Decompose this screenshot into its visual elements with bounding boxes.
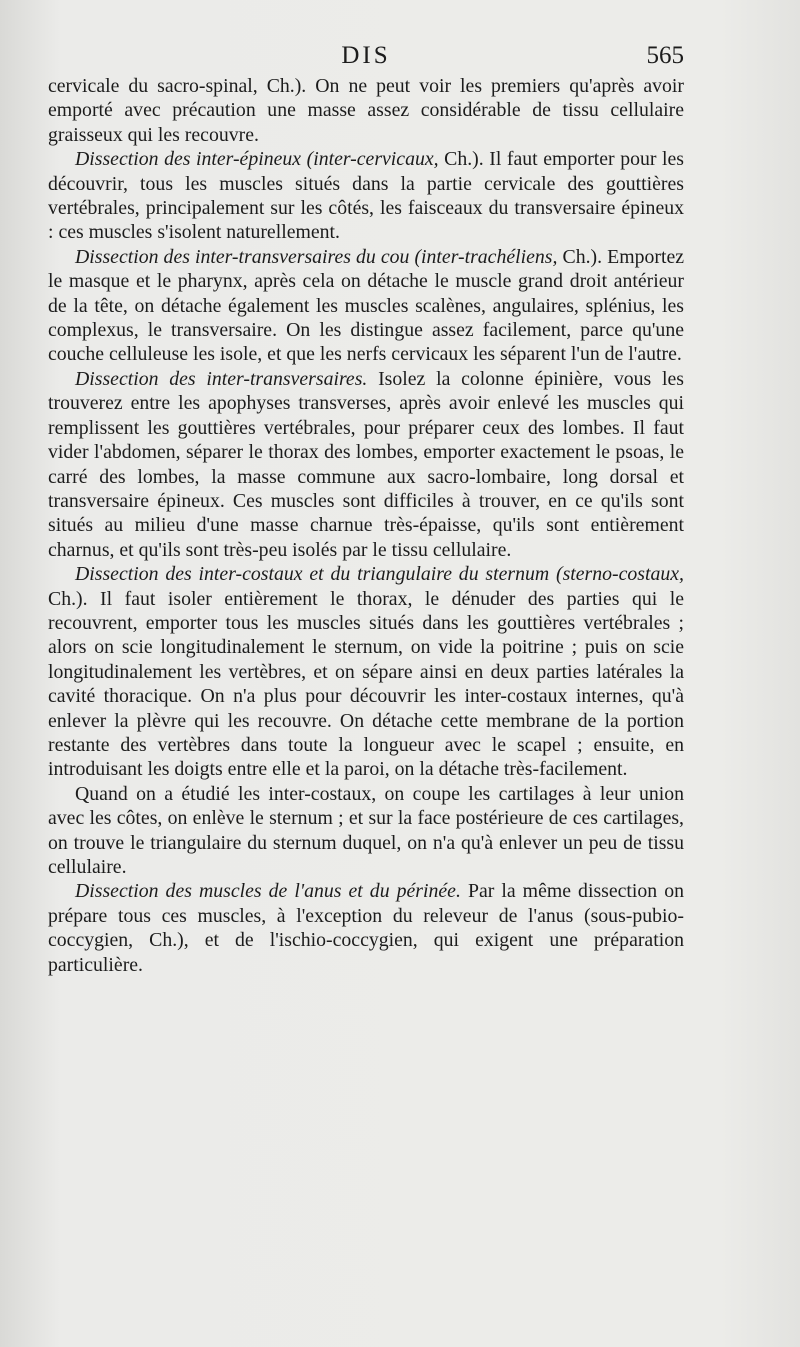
- paragraph: [48, 879, 684, 977]
- paragraph: [48, 782, 684, 880]
- section-lead: Dissection des muscles de l'anus et du périnée.: [75, 880, 461, 903]
- section-lead: Dissection des inter-transversaires.: [75, 367, 368, 390]
- page-header: [48, 38, 684, 74]
- paragraph-text: Ch.). Il faut emporter pour les découvrir, tous les muscles situés dans la partie cervicale des gouttières vertébrales, principalement sur les côtés, les faisceaux du transversaire épineux : ces muscles s'isolent naturellement.: [48, 148, 685, 244]
- body-text: [48, 74, 684, 977]
- paragraph-text: Ch.). Il faut isoler entièrement le thorax, le dénuder des parties qui le recouvrent, emporter tous les muscles situés dans les gouttières vertébrales ; alors on scie longitudinalement le sternum, on vide la poitrine ; puis on scie longitudinalement les vertèbres, et on sépare ainsi en deux parties latérales la cavité thoracique. On n'a plus pour découvrir les inter-costaux internes, qu'à enlever la plèvre qui les recouvre. On détache cette membrane de la portion restante des vertèbres dans toute la longueur avec le scapel ; ensuite, en introduisant les doigts entre elle et la paroi, on la détache très-facilement.: [48, 587, 684, 781]
- section-lead: Dissection des inter-transversaires du cou (inter-trachéliens,: [75, 245, 558, 268]
- running-head: DIS: [341, 42, 391, 69]
- paragraph-text: Quand on a étudié les inter-costaux, on coupe les cartilages à leur union avec les côtes, on enlève le sternum ; et sur la face postérieure de ces cartilages, on trouve le triangulaire du sternum duquel, on n'a qu'à enlever un peu de tissu cellulaire.: [48, 782, 684, 878]
- paragraph-text: Isolez la colonne épinière, vous les trouverez entre les apophyses transverses, après avoir enlevé les muscles qui remplissent les gouttières vertébrales, pour préparer ceux des lombes. Il faut vider l'abdomen, séparer le thorax des lombes, emporter exactement le psoas, le carré des lombes, la masse commune aux sacro-lombaire, long dorsal et transversaire épineux. Ces muscles sont difficiles à trouver, en ce qu'ils sont situés au milieu d'une masse charnue très-épaisse, qu'ils sont entièrement charnus, et qu'ils sont très-peu isolés par le tissu cellulaire.: [48, 367, 684, 561]
- paragraph: [48, 147, 684, 245]
- paragraph: [48, 562, 684, 782]
- paragraph: [48, 367, 684, 562]
- section-lead: Dissection des inter-épineux (inter-cervicaux,: [75, 148, 439, 171]
- paragraph-text: Par la même dissection on prépare tous ces muscles, à l'exception du releveur de l'anus (sous-pubio-coccygien, Ch.), et de l'ischio-coccygien, qui exigent une préparation particulière.: [48, 880, 684, 976]
- page-number: 565: [646, 42, 684, 69]
- section-lead: Dissection des inter-costaux et du triangulaire du sternum (sterno-costaux,: [75, 563, 684, 586]
- paragraph-text: Ch.). Emportez le masque et le pharynx, après cela on détache le muscle grand droit antérieur de la tête, on détache également les muscles scalènes, angulaires, splénius, les complexus, le transversaire. On les distingue assez facilement, parce qu'une couche celluleuse les isole, et que les nerfs cervicaux les séparent l'un de l'autre.: [48, 245, 685, 366]
- paragraph-text: cervicale du sacro-spinal, Ch.). On ne peut voir les premiers qu'après avoir emporté avec précaution une masse assez considérable de tissu cellulaire graisseux qui les recouvre.: [48, 75, 684, 146]
- paragraph: [48, 245, 684, 367]
- paragraph: [48, 74, 684, 147]
